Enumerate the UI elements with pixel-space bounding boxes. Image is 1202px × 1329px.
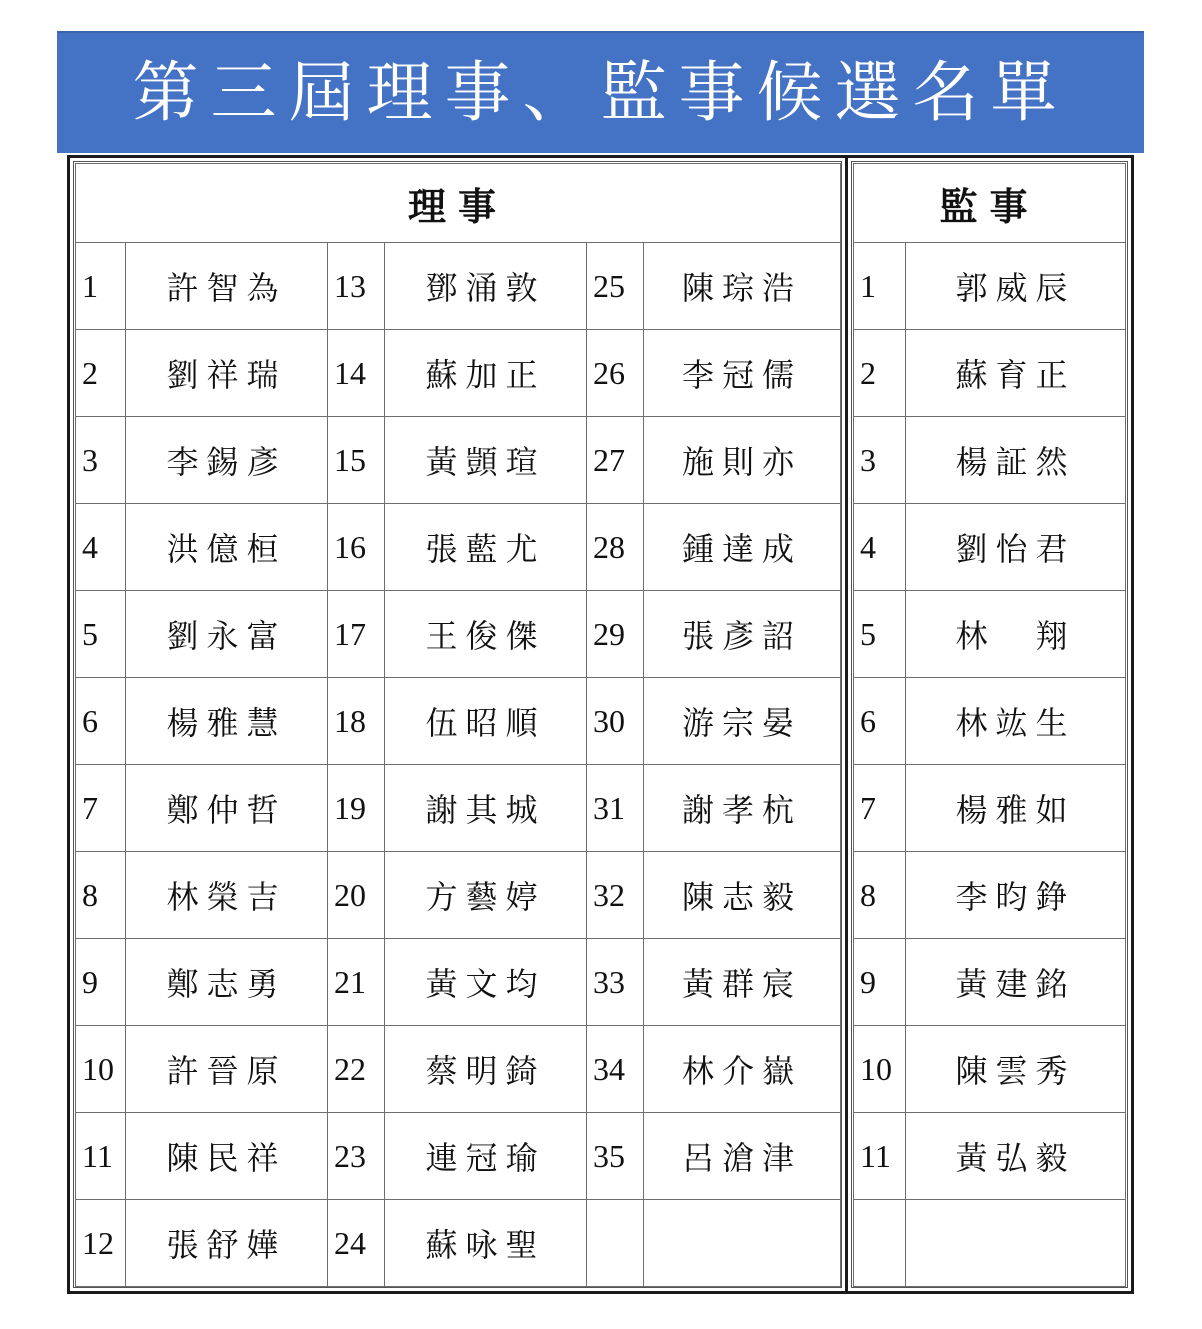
table-row [76,417,841,504]
director-name: 黃文均 [385,939,587,1026]
director-number: 35 [587,1113,644,1200]
director-name: 劉祥瑞 [126,330,328,417]
director-name: 蔡明錡 [385,1026,587,1113]
director-name: 劉永富 [126,591,328,678]
director-name: 王俊傑 [385,591,587,678]
director-name: 許晉原 [126,1026,328,1113]
supervisor-name [906,1200,1126,1287]
supervisors-header: 監事 [854,164,1126,243]
director-number: 6 [76,678,126,765]
supervisor-name: 郭威辰 [906,243,1126,330]
director-number: 21 [328,939,385,1026]
supervisor-name: 黃建銘 [906,939,1126,1026]
director-number: 4 [76,504,126,591]
director-name: 洪億桓 [126,504,328,591]
table-row [854,1113,1126,1200]
supervisors-table-frame [845,155,1134,1294]
table-row [76,243,841,330]
director-name: 陳琮浩 [644,243,841,330]
table-row [76,1200,841,1287]
director-number: 16 [328,504,385,591]
director-number: 10 [76,1026,126,1113]
table-row [854,939,1126,1026]
table-row [854,417,1126,504]
supervisor-number: 9 [854,939,906,1026]
supervisor-number: 3 [854,417,906,504]
director-number: 3 [76,417,126,504]
supervisor-name: 蘇育正 [906,330,1126,417]
director-number: 32 [587,852,644,939]
director-name [644,1200,841,1287]
supervisor-number: 8 [854,852,906,939]
director-number: 1 [76,243,126,330]
director-name: 陳志毅 [644,852,841,939]
supervisor-number: 2 [854,330,906,417]
director-number: 14 [328,330,385,417]
supervisor-number: 7 [854,765,906,852]
director-name: 謝孝杭 [644,765,841,852]
directors-table-frame [67,155,848,1294]
director-number: 19 [328,765,385,852]
director-name: 黃群宸 [644,939,841,1026]
director-name: 李冠儒 [644,330,841,417]
director-name: 呂滄津 [644,1113,841,1200]
table-row [76,591,841,678]
supervisor-name: 楊証然 [906,417,1126,504]
director-name: 施則亦 [644,417,841,504]
director-number: 34 [587,1026,644,1113]
table-row [854,504,1126,591]
director-name: 黃顗瑄 [385,417,587,504]
title-banner [57,31,1144,153]
director-name: 楊雅慧 [126,678,328,765]
director-number: 30 [587,678,644,765]
supervisors-table [853,163,1126,1287]
table-row [854,765,1126,852]
director-number: 9 [76,939,126,1026]
director-name: 林介嶽 [644,1026,841,1113]
director-name: 林榮吉 [126,852,328,939]
table-row [76,678,841,765]
table-row [76,1026,841,1113]
director-number: 7 [76,765,126,852]
supervisor-name: 陳雲秀 [906,1026,1126,1113]
director-name: 蘇加正 [385,330,587,417]
supervisor-number: 6 [854,678,906,765]
table-row [854,852,1126,939]
supervisors-body [854,243,1126,1287]
supervisor-name: 黃弘毅 [906,1113,1126,1200]
director-number: 33 [587,939,644,1026]
directors-header: 理事 [76,164,841,243]
table-row [854,1200,1126,1287]
director-name: 鄭志勇 [126,939,328,1026]
table-row [76,1113,841,1200]
director-name: 謝其城 [385,765,587,852]
director-number: 13 [328,243,385,330]
table-row [76,939,841,1026]
director-name: 鄭仲哲 [126,765,328,852]
supervisor-number [854,1200,906,1287]
supervisor-number: 5 [854,591,906,678]
director-number: 20 [328,852,385,939]
table-row [854,591,1126,678]
director-name: 伍昭順 [385,678,587,765]
director-number [587,1200,644,1287]
director-number: 18 [328,678,385,765]
supervisor-number: 1 [854,243,906,330]
director-number: 28 [587,504,644,591]
table-row [76,852,841,939]
director-name: 陳民祥 [126,1113,328,1200]
supervisor-name: 林 翔 [906,591,1126,678]
director-number: 17 [328,591,385,678]
supervisor-number: 11 [854,1113,906,1200]
director-number: 5 [76,591,126,678]
director-number: 24 [328,1200,385,1287]
supervisor-number: 4 [854,504,906,591]
table-row [854,678,1126,765]
director-name: 張藍尤 [385,504,587,591]
table-row [854,1026,1126,1113]
table-row [854,243,1126,330]
supervisor-number: 10 [854,1026,906,1113]
director-name: 李錫彥 [126,417,328,504]
director-name: 鄧涌敦 [385,243,587,330]
supervisor-name: 李昀錚 [906,852,1126,939]
director-name: 張舒嬅 [126,1200,328,1287]
table-row [76,504,841,591]
page-title: 第三屆理事、監事候選名單 [132,54,1069,131]
director-name: 游宗晏 [644,678,841,765]
table-row [854,330,1126,417]
supervisor-name: 楊雅如 [906,765,1126,852]
director-number: 31 [587,765,644,852]
director-name: 張彥詔 [644,591,841,678]
director-number: 27 [587,417,644,504]
director-name: 連冠瑜 [385,1113,587,1200]
director-number: 25 [587,243,644,330]
director-name: 許智為 [126,243,328,330]
table-row [76,765,841,852]
director-number: 26 [587,330,644,417]
director-number: 11 [76,1113,126,1200]
director-number: 23 [328,1113,385,1200]
director-number: 2 [76,330,126,417]
supervisor-name: 劉怡君 [906,504,1126,591]
director-name: 蘇咏聖 [385,1200,587,1287]
directors-table [75,163,841,1287]
director-number: 22 [328,1026,385,1113]
director-name: 鍾達成 [644,504,841,591]
director-name: 方藝婷 [385,852,587,939]
director-number: 29 [587,591,644,678]
director-number: 12 [76,1200,126,1287]
directors-body [76,243,841,1287]
supervisor-name: 林竑生 [906,678,1126,765]
director-number: 15 [328,417,385,504]
director-number: 8 [76,852,126,939]
table-row [76,330,841,417]
